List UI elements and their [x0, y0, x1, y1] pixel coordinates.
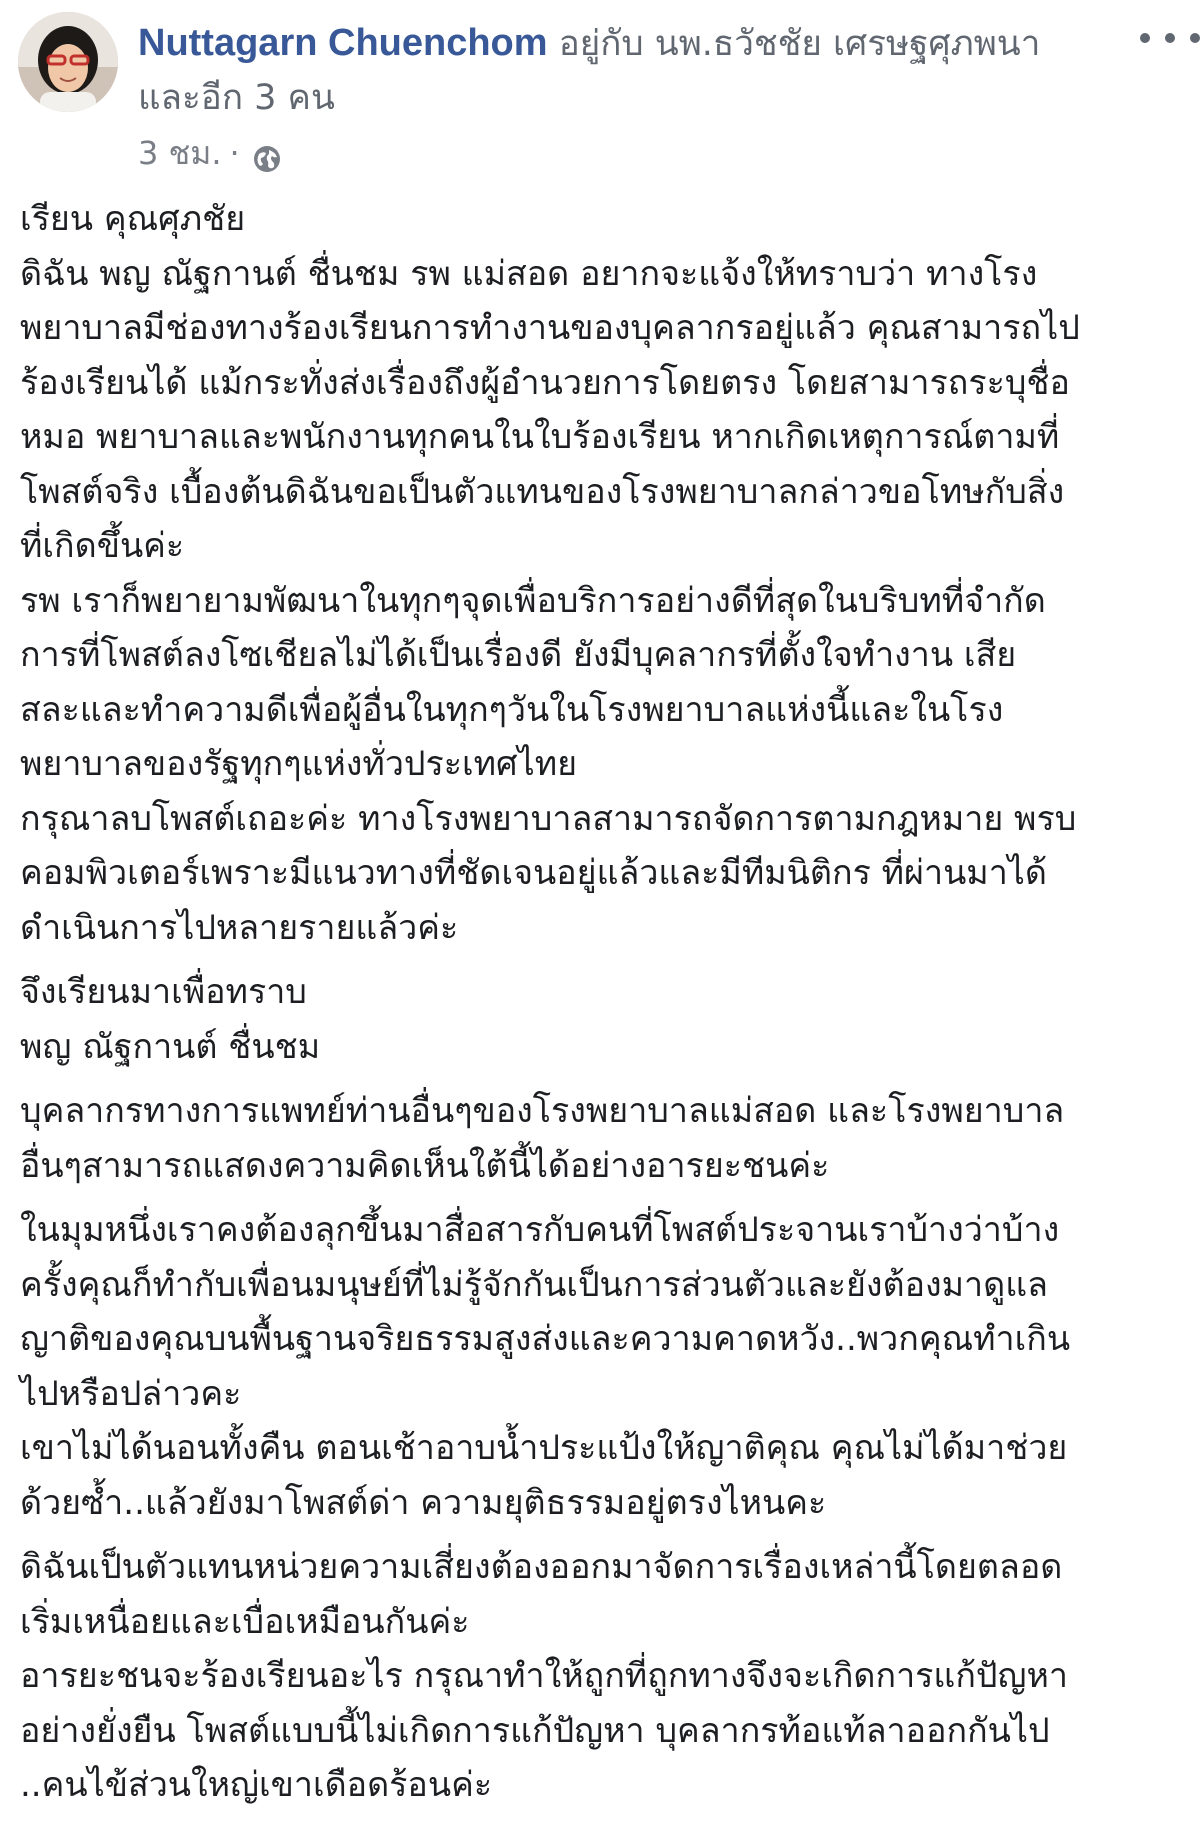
post-text-line: ดำเนินการไปหลายรายแล้วค่ะ [20, 907, 459, 948]
paragraph-gap [20, 1074, 1190, 1084]
post-text-line: ดิฉันเป็นตัวแทนหน่วยความเสี่ยงต้องออกมาจัดการเรื่องเหล่านี้โดยตลอด [20, 1547, 1063, 1587]
author-avatar[interactable] [18, 12, 118, 112]
post-paragraph [20, 965, 1190, 1074]
post-text-line: คอมพิวเตอร์เพราะมีแนวทางที่ชัดเจนอยู่แล้วและมีทีมนิติกร ที่ผ่านมาได้ [20, 853, 1047, 893]
post-text-line: รพ เราก็พยายามพัฒนาในทุกๆจุดเพื่อบริการอย่างดีที่สุดในบริบทที่จำกัด [20, 580, 1046, 621]
post-text-line: การที่โพสต์ลงโซเชียลไม่ได้เป็นเรื่องดี ยังมีบุคลากรที่ตั้งใจทำงาน เสีย [20, 635, 1017, 675]
post-paragraph [20, 1084, 1190, 1193]
post-text-line: เขาไม่ได้นอนทั้งคืน ตอนเช้าอาบน้ำประแป้งให้ญาติคุณ คุณไม่ได้มาช่วย [20, 1428, 1068, 1468]
post-paragraph [20, 192, 1190, 955]
post-text-line: ในมุมหนึ่งเราคงต้องลุกขึ้นมาสื่อสารกับคนที่โพสต์ประจานเราบ้างว่าบ้าง [20, 1210, 1060, 1250]
post-text-line: ร้องเรียนได้ แม้กระทั่งส่งเรื่องถึงผู้อำนวยการโดยตรง โดยสามารถระบุชื่อ [20, 362, 1070, 403]
post-text-line: จึงเรียนมาเพื่อทราบ [20, 972, 307, 1012]
post-text-line: เรียน คุณศุภชัย [20, 199, 246, 239]
post-text-line: ครั้งคุณก็ทำกับเพื่อนมนุษย์ที่ไม่รู้จักกันเป็นการส่วนตัวและยังต้องมาดูแล [20, 1264, 1048, 1305]
post-text-line: พยาบาลมีช่องทางร้องเรียนการทำงานของบุคลากรอยู่แล้ว คุณสามารถไป [20, 308, 1080, 348]
post-text-line: ญาติของคุณบนพื้นฐานจริยธรรมสูงส่งและความคาดหวัง..พวกคุณทำเกิน [20, 1319, 1071, 1359]
author-line [138, 16, 1118, 125]
tagged-with-text[interactable]: อยู่กับ นพ.ธวัชชัย เศรษฐศุภพนา [558, 24, 1041, 64]
post-text-line: พญ ณัฐกานต์ ชื่นชม [20, 1026, 321, 1067]
post-text-line: เริ่มเหนื่อยและเบื่อเหมือนกันค่ะ [20, 1601, 470, 1642]
post-text-line: ไปหรือปล่าวคะ [20, 1373, 242, 1414]
post-paragraph [20, 1203, 1190, 1530]
meta-separator: · [229, 134, 240, 172]
more-options-icon-dot [1165, 33, 1175, 43]
more-options-icon [1140, 33, 1150, 43]
post-text-line: อารยะชนจะร้องเรียนอะไร กรุณาทำให้ถูกที่ถูกทางจึงจะเกิดการแก้ปัญหา [20, 1656, 1068, 1696]
tagged-others-link[interactable]: และอีก 3 คน [138, 78, 335, 118]
post-text-line: โพสต์จริง เบื้องต้นดิฉันขอเป็นตัวแทนของโรงพยาบาลกล่าวขอโทษกับสิ่ง [20, 471, 1065, 512]
paragraph-gap [20, 1530, 1190, 1540]
post-body [20, 192, 1190, 1813]
post-text-line: ดิฉัน พญ ณัฐกานต์ ชื่นชม รพ แม่สอด อยากจะแจ้งให้ทราบว่า ทางโรง [20, 253, 1038, 294]
post-text-line: ด้วยซ้ำ..แล้วยังมาโพสต์ด่า ความยุติธรรมอยู่ตรงไหนคะ [20, 1482, 827, 1523]
post-paragraph [20, 1540, 1190, 1813]
post-text-line: อื่นๆสามารถแสดงความคิดเห็นใต้นี้ได้อย่างอารยะชนค่ะ [20, 1145, 830, 1186]
post-text-line: พยาบาลของรัฐทุกๆแห่งทั่วประเทศไทย [20, 744, 578, 784]
avatar-image [18, 12, 118, 112]
more-options-icon-dot [1190, 33, 1200, 43]
post-text-line: หมอ พยาบาลและพนักงานทุกคนในใบร้องเรียน หากเกิดเหตุการณ์ตามที่ [20, 417, 1060, 457]
more-options-button[interactable] [1140, 28, 1200, 48]
author-name-link[interactable]: Nuttagarn Chuenchom [138, 22, 548, 64]
post-text-line: กรุณาลบโพสต์เถอะค่ะ ทางโรงพยาบาลสามารถจัดการตามกฎหมาย พรบ [20, 798, 1077, 839]
post-text-line: สละและทำความดีเพื่อผู้อื่นในทุกๆวันในโรงพยาบาลแห่งนี้และในโรง [20, 689, 1004, 730]
post-text-line: อย่างยั่งยืน โพสต์แบบนี้ไม่เกิดการแก้ปัญหา บุคลากรท้อแท้ลาออกกันไป [20, 1710, 1050, 1751]
post-text-line: ..คนไข้ส่วนใหญ่เขาเดือดร้อนค่ะ [20, 1765, 493, 1805]
paragraph-gap [20, 1193, 1190, 1203]
post-timestamp[interactable]: 3 ชม. [138, 134, 222, 172]
post-text-line: ที่เกิดขึ้นค่ะ [20, 526, 185, 566]
post-meta [138, 128, 282, 178]
paragraph-gap [20, 955, 1190, 965]
post-header [0, 0, 1200, 180]
globe-icon[interactable] [252, 138, 282, 168]
post-text-line: บุคลากรทางการแพทย์ท่านอื่นๆของโรงพยาบาลแม่สอด และโรงพยาบาล [20, 1091, 1065, 1131]
